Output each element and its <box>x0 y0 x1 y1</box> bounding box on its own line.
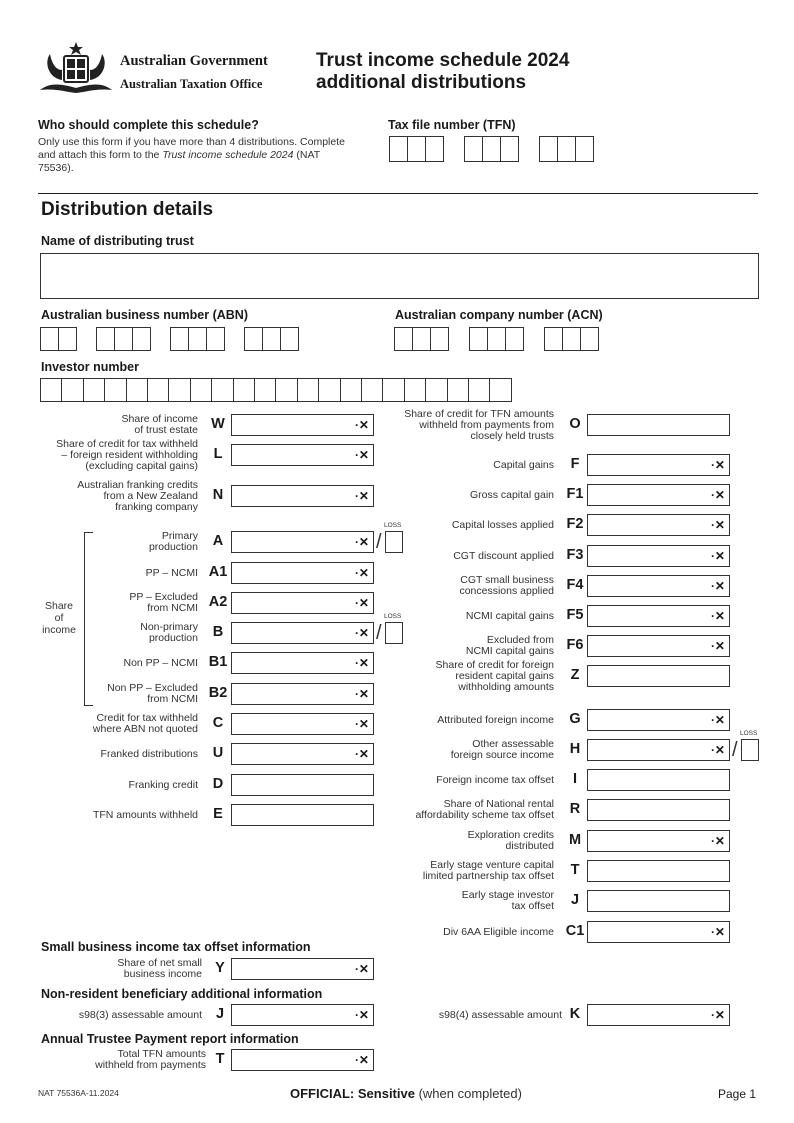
abn-label: Australian business number (ABN) <box>41 308 248 322</box>
coat-of-arms-logo <box>36 40 116 95</box>
right-row-r-label-line: Share of National rental <box>443 798 554 810</box>
char-box[interactable] <box>404 378 426 402</box>
left-row-w-label-line: of trust estate <box>134 424 198 436</box>
right-row-i-code: I <box>572 771 578 787</box>
share-label-1: Share <box>44 600 74 612</box>
right-row-z-input[interactable] <box>587 665 730 687</box>
char-box[interactable] <box>206 327 225 351</box>
cents-cross-marker: ·✕ <box>710 579 725 593</box>
left-row-a-input[interactable] <box>231 531 374 553</box>
left-row-b-label-line: production <box>148 632 198 644</box>
left-row-l-label-line: – foreign resident withholding <box>61 448 198 461</box>
right-row-z-label <box>384 660 554 693</box>
section-title: Distribution details <box>41 199 214 220</box>
right-row-f2-input[interactable] <box>587 514 730 536</box>
form-number: NAT 75536A-11.2024 <box>38 1088 119 1098</box>
right-row-z-code: Z <box>570 667 580 683</box>
right-row-j-label-line: Early stage investor <box>461 889 554 901</box>
left-row-a-code: A <box>212 533 224 549</box>
char-box[interactable] <box>500 136 519 162</box>
right-row-r-label-line: affordability scheme tax offset <box>415 809 554 821</box>
right-row-f3-label-line: CGT discount applied <box>453 549 554 562</box>
right-row-r-input[interactable] <box>587 799 730 821</box>
right-row-t-label-line: Early stage venture capital <box>430 859 554 871</box>
char-box[interactable] <box>407 136 426 162</box>
char-box[interactable] <box>447 378 469 402</box>
left-row-a-label <box>30 531 198 553</box>
loss-slash: / <box>376 622 382 644</box>
left-row-b2-label-line: Non PP – Excluded <box>107 682 198 694</box>
char-box[interactable] <box>104 378 126 402</box>
right-row-h-code: H <box>569 741 581 757</box>
left-row-l-code: L <box>213 446 223 462</box>
right-row-j-label-line: tax offset <box>511 900 554 912</box>
who-text-end: (NAT 75536). <box>38 149 320 174</box>
right-row-t-label-line: limited partnership tax offset <box>422 870 554 882</box>
right-row-f4-label-line: concessions applied <box>459 585 554 597</box>
right-row-f-label <box>384 460 554 471</box>
right-row-t-input[interactable] <box>587 860 730 882</box>
cents-cross-marker: ·✕ <box>354 418 369 432</box>
char-box[interactable] <box>425 136 444 162</box>
small-business-y-code: Y <box>215 960 225 976</box>
cents-cross-marker: ·✕ <box>354 656 369 670</box>
cents-cross-marker: ·✕ <box>710 713 725 727</box>
right-row-o-code: O <box>569 416 581 432</box>
right-row-f4-label <box>384 575 554 597</box>
left-row-b2-label-line: from NCMI <box>147 693 198 705</box>
char-box[interactable] <box>147 378 169 402</box>
right-row-z-label-line: withholding amounts <box>458 680 554 693</box>
left-row-a2-label-line: from NCMI <box>147 602 198 614</box>
char-box[interactable] <box>318 378 340 402</box>
atpr-t-code: T <box>215 1051 225 1067</box>
left-row-w-label-line: Share of income <box>121 413 198 425</box>
char-box[interactable] <box>61 378 83 402</box>
right-row-f6-label-line: NCMI capital gains <box>465 645 554 657</box>
char-box[interactable] <box>487 327 506 351</box>
char-box[interactable] <box>40 327 59 351</box>
char-box[interactable] <box>254 378 276 402</box>
left-row-a1-input[interactable] <box>231 562 374 584</box>
cents-cross-marker: ·✕ <box>354 596 369 610</box>
left-row-u-label <box>30 749 198 760</box>
cents-cross-marker: ·✕ <box>710 609 725 623</box>
char-box[interactable] <box>126 378 148 402</box>
cents-cross-marker: ·✕ <box>354 626 369 640</box>
cents-cross-marker: ·✕ <box>354 1008 369 1022</box>
left-row-d-label <box>30 780 198 791</box>
right-row-f1-label <box>384 490 554 501</box>
char-box[interactable] <box>132 327 151 351</box>
right-row-j-label <box>384 890 554 912</box>
char-box[interactable] <box>262 327 281 351</box>
cents-cross-marker: ·✕ <box>354 448 369 462</box>
left-row-b1-label-line: Non PP – NCMI <box>123 656 198 669</box>
char-box[interactable] <box>539 136 558 162</box>
left-row-b1-label <box>30 658 198 669</box>
left-row-c-label <box>30 713 198 735</box>
cents-cross-marker: ·✕ <box>354 1053 369 1067</box>
section-divider <box>38 193 758 194</box>
left-row-n-label-line: from a New Zealand <box>103 489 198 502</box>
right-row-m-label-line: Exploration credits <box>467 829 554 841</box>
cents-cross-marker: ·✕ <box>354 687 369 701</box>
char-box[interactable] <box>297 378 319 402</box>
right-row-f5-label <box>384 611 554 622</box>
char-box[interactable] <box>40 378 62 402</box>
cents-cross-marker: ·✕ <box>354 962 369 976</box>
investor-number-input[interactable] <box>40 378 515 402</box>
right-row-g-code: G <box>569 711 581 727</box>
left-row-l-label-line: (excluding capital gains) <box>85 459 198 472</box>
right-row-m-label <box>384 830 554 852</box>
right-row-f2-code: F2 <box>566 516 584 532</box>
char-box[interactable] <box>482 136 501 162</box>
char-box[interactable] <box>469 327 488 351</box>
right-row-r-label <box>384 799 554 821</box>
cents-cross-marker: ·✕ <box>354 717 369 731</box>
loss-label: LOSS <box>740 730 758 737</box>
left-row-a2-label-line: PP – Excluded <box>129 591 198 603</box>
non-resident-k-label <box>384 1010 562 1021</box>
char-box[interactable] <box>382 378 404 402</box>
right-row-f2-label-line: Capital losses applied <box>451 518 554 531</box>
left-row-u-input[interactable] <box>231 743 374 765</box>
classification-marking <box>290 1086 522 1101</box>
char-box[interactable] <box>244 327 263 351</box>
small-business-y-input[interactable] <box>231 958 374 980</box>
left-row-c-input[interactable] <box>231 713 374 735</box>
char-box[interactable] <box>114 327 133 351</box>
investor-label: Investor number <box>41 360 139 374</box>
loss-label: LOSS <box>384 522 402 529</box>
tfn-input[interactable] <box>389 136 599 162</box>
char-box[interactable] <box>425 378 447 402</box>
right-row-c1-code: C1 <box>565 923 585 939</box>
cents-cross-marker: ·✕ <box>354 566 369 580</box>
classification-bold: OFFICIAL: Sensitive <box>290 1086 415 1101</box>
char-box[interactable] <box>394 327 413 351</box>
non-resident-k-label-line: s98(4) assessable amount <box>438 1008 562 1021</box>
right-row-c1-label-line: Div 6AA Eligible income <box>443 925 554 938</box>
char-box[interactable] <box>430 327 449 351</box>
char-box[interactable] <box>361 378 383 402</box>
right-row-f6-input[interactable] <box>587 635 730 657</box>
right-row-h-label-line: foreign source income <box>450 749 554 761</box>
loss-indicator-box[interactable] <box>741 739 759 761</box>
non-resident-k-input[interactable] <box>587 1004 730 1026</box>
right-row-c1-input[interactable] <box>587 921 730 943</box>
form-title-line1: Trust income schedule 2024 <box>316 50 570 71</box>
char-box[interactable] <box>389 136 408 162</box>
small-business-heading: Small business income tax offset information <box>41 940 311 954</box>
loss-slash: / <box>376 531 382 553</box>
cents-cross-marker: ·✕ <box>710 639 725 653</box>
left-row-l-label-line: Share of credit for tax withheld <box>56 437 198 450</box>
left-row-d-code: D <box>212 776 224 792</box>
cents-cross-marker: ·✕ <box>710 1008 725 1022</box>
right-row-o-input[interactable] <box>587 414 730 436</box>
left-row-b-code: B <box>212 624 224 640</box>
left-row-a1-label <box>30 568 198 579</box>
form-title <box>316 50 569 94</box>
small-business-y-label-line: business income <box>123 968 202 980</box>
cents-cross-marker: ·✕ <box>710 488 725 502</box>
cents-cross-marker: ·✕ <box>710 743 725 757</box>
non-resident-j-label-line: s98(3) assessable amount <box>78 1008 202 1021</box>
cents-cross-marker: ·✕ <box>710 549 725 563</box>
char-box[interactable] <box>464 136 483 162</box>
right-row-h-label <box>384 739 554 761</box>
right-row-f1-label-line: Gross capital gain <box>469 488 554 501</box>
char-box[interactable] <box>544 327 563 351</box>
char-box[interactable] <box>489 378 511 402</box>
char-box[interactable] <box>580 327 599 351</box>
form-title-line2: additional distributions <box>316 72 527 93</box>
who-heading: Who should complete this schedule? <box>38 118 259 132</box>
right-row-f3-code: F3 <box>566 547 584 563</box>
right-row-r-code: R <box>569 801 581 817</box>
cents-cross-marker: ·✕ <box>710 925 725 939</box>
left-row-b2-label <box>30 683 198 705</box>
page-number: Page 1 <box>718 1087 757 1101</box>
atpr-t-input[interactable] <box>231 1049 374 1071</box>
small-business-y-label-line: Share of net small <box>117 957 202 969</box>
who-instructions <box>38 136 348 175</box>
abn-input[interactable] <box>40 327 310 351</box>
char-box[interactable] <box>562 327 581 351</box>
left-row-w-code: W <box>211 416 225 432</box>
left-row-c-label-line: where ABN not quoted <box>92 723 198 735</box>
non-resident-j-label <box>30 1010 202 1021</box>
char-box[interactable] <box>557 136 576 162</box>
left-row-c-label-line: Credit for tax withheld <box>96 712 198 724</box>
right-row-f6-code: F6 <box>566 637 584 653</box>
char-box[interactable] <box>280 327 299 351</box>
left-row-b1-input[interactable] <box>231 652 374 674</box>
cents-cross-marker: ·✕ <box>710 834 725 848</box>
char-box[interactable] <box>233 378 255 402</box>
atpr-t-label-line: Total TFN amounts <box>117 1048 206 1060</box>
char-box[interactable] <box>188 327 207 351</box>
loss-slash: / <box>732 739 738 761</box>
atpr-t-label <box>30 1049 206 1071</box>
left-row-a2-code: A2 <box>208 594 228 610</box>
right-row-j-code: J <box>570 892 580 908</box>
right-row-f-label-line: Capital gains <box>493 458 554 471</box>
tfn-heading: Tax file number (TFN) <box>388 118 516 132</box>
left-row-e-code: E <box>213 806 223 822</box>
trust-name-label: Name of distributing trust <box>41 234 194 248</box>
who-text-italic: Trust income schedule 2024 <box>162 149 294 161</box>
left-row-c-code: C <box>212 715 224 731</box>
char-box[interactable] <box>170 327 189 351</box>
right-row-h-input[interactable] <box>587 739 730 761</box>
left-row-n-label-line: Australian franking credits <box>77 478 198 491</box>
atpr-t-label-line: withheld from payments <box>95 1059 206 1071</box>
right-row-f3-label <box>384 551 554 562</box>
cents-cross-marker: ·✕ <box>710 518 725 532</box>
right-row-f4-label-line: CGT small business <box>460 574 554 586</box>
char-box[interactable] <box>83 378 105 402</box>
right-row-h-label-line: Other assessable <box>472 738 554 750</box>
left-row-b-label <box>30 622 198 644</box>
left-row-n-label <box>30 480 198 513</box>
acn-label: Australian company number (ACN) <box>395 308 603 322</box>
right-row-o-label-line: withheld from payments from <box>419 418 554 431</box>
right-row-f3-input[interactable] <box>587 545 730 567</box>
right-row-z-label-line: resident capital gains <box>455 669 554 682</box>
right-row-f5-input[interactable] <box>587 605 730 627</box>
cents-cross-marker: ·✕ <box>710 458 725 472</box>
left-row-l-input[interactable] <box>231 444 374 466</box>
acn-input[interactable] <box>394 327 604 351</box>
right-row-m-code: M <box>568 832 582 848</box>
left-row-a2-label <box>30 592 198 614</box>
left-row-l-label <box>30 439 198 472</box>
right-row-f-code: F <box>570 456 580 472</box>
government-name: Australian Government <box>120 53 268 69</box>
right-row-f6-label <box>384 635 554 657</box>
right-row-g-label <box>384 715 554 726</box>
left-row-a-label-line: production <box>148 541 198 553</box>
share-of-income-bracket <box>84 532 93 706</box>
char-box[interactable] <box>96 327 115 351</box>
left-row-b-label-line: Non-primary <box>140 621 198 633</box>
left-row-e-label <box>30 810 198 821</box>
loss-label: LOSS <box>384 613 402 620</box>
right-row-g-input[interactable] <box>587 709 730 731</box>
right-row-f5-code: F5 <box>566 607 584 623</box>
char-box[interactable] <box>275 378 297 402</box>
right-row-o-label-line: Share of credit for TFN amounts <box>404 407 554 420</box>
who-text: Only use this form if you have more than 4 distributions. Complete and attach this form to the <box>38 136 345 161</box>
share-label-2: of <box>54 612 64 624</box>
char-box[interactable] <box>58 327 77 351</box>
left-row-d-label-line: Franking credit <box>128 778 198 791</box>
char-box[interactable] <box>168 378 190 402</box>
left-row-b2-code: B2 <box>208 685 228 701</box>
left-row-n-code: N <box>212 487 224 503</box>
right-row-f2-label <box>384 520 554 531</box>
right-row-g-label-line: Attributed foreign income <box>437 713 554 726</box>
left-row-d-input[interactable] <box>231 774 374 796</box>
non-resident-j-code: J <box>215 1006 225 1022</box>
left-row-w-input[interactable] <box>231 414 374 436</box>
left-row-n-input[interactable] <box>231 485 374 507</box>
right-row-t-label <box>384 860 554 882</box>
right-row-i-label-line: Foreign income tax offset <box>436 773 554 786</box>
right-row-f1-code: F1 <box>566 486 584 502</box>
left-row-n-label-line: franking company <box>115 500 198 513</box>
right-row-t-code: T <box>570 862 580 878</box>
trust-name-input[interactable] <box>40 253 759 299</box>
left-row-u-label-line: Franked distributions <box>100 747 198 760</box>
right-row-f5-label-line: NCMI capital gains <box>465 609 554 622</box>
non-resident-j-input[interactable] <box>231 1004 374 1026</box>
cents-cross-marker: ·✕ <box>354 535 369 549</box>
classification-rest: (when completed) <box>414 1086 522 1101</box>
char-box[interactable] <box>575 136 594 162</box>
char-box[interactable] <box>505 327 524 351</box>
left-row-b1-code: B1 <box>208 654 228 670</box>
non-resident-heading: Non-resident beneficiary additional information <box>41 987 323 1001</box>
char-box[interactable] <box>190 378 212 402</box>
right-row-f4-code: F4 <box>566 577 584 593</box>
left-row-e-label-line: TFN amounts withheld <box>92 808 198 821</box>
right-row-j-input[interactable] <box>587 890 730 912</box>
left-row-b2-input[interactable] <box>231 683 374 705</box>
right-row-o-label-line: closely held trusts <box>470 429 554 442</box>
char-box[interactable] <box>211 378 233 402</box>
agency-name: Australian Taxation Office <box>120 77 263 91</box>
right-row-z-label-line: Share of credit for foreign <box>435 658 554 671</box>
cents-cross-marker: ·✕ <box>354 489 369 503</box>
right-row-m-label-line: distributed <box>505 840 554 852</box>
non-resident-k-code: K <box>569 1006 581 1022</box>
right-row-f4-input[interactable] <box>587 575 730 597</box>
char-box[interactable] <box>412 327 431 351</box>
right-row-i-input[interactable] <box>587 769 730 791</box>
right-row-f6-label-line: Excluded from <box>486 634 554 646</box>
left-row-w-label <box>30 414 198 436</box>
left-row-a1-code: A1 <box>208 564 228 580</box>
left-row-e-input[interactable] <box>231 804 374 826</box>
right-row-f-input[interactable] <box>587 454 730 476</box>
left-row-u-code: U <box>212 745 224 761</box>
char-box[interactable] <box>468 378 490 402</box>
small-business-y-label <box>30 958 202 980</box>
share-label-3: income <box>42 624 76 636</box>
cents-cross-marker: ·✕ <box>354 747 369 761</box>
left-row-a2-input[interactable] <box>231 592 374 614</box>
right-row-m-input[interactable] <box>587 830 730 852</box>
right-row-c1-label <box>384 927 554 938</box>
right-row-o-label <box>384 409 554 442</box>
char-box[interactable] <box>340 378 362 402</box>
left-row-a1-label-line: PP – NCMI <box>145 566 198 579</box>
left-row-a-label-line: Primary <box>161 530 198 542</box>
atpr-heading: Annual Trustee Payment report information <box>41 1032 299 1046</box>
left-row-b-input[interactable] <box>231 622 374 644</box>
right-row-f1-input[interactable] <box>587 484 730 506</box>
right-row-i-label <box>384 775 554 786</box>
